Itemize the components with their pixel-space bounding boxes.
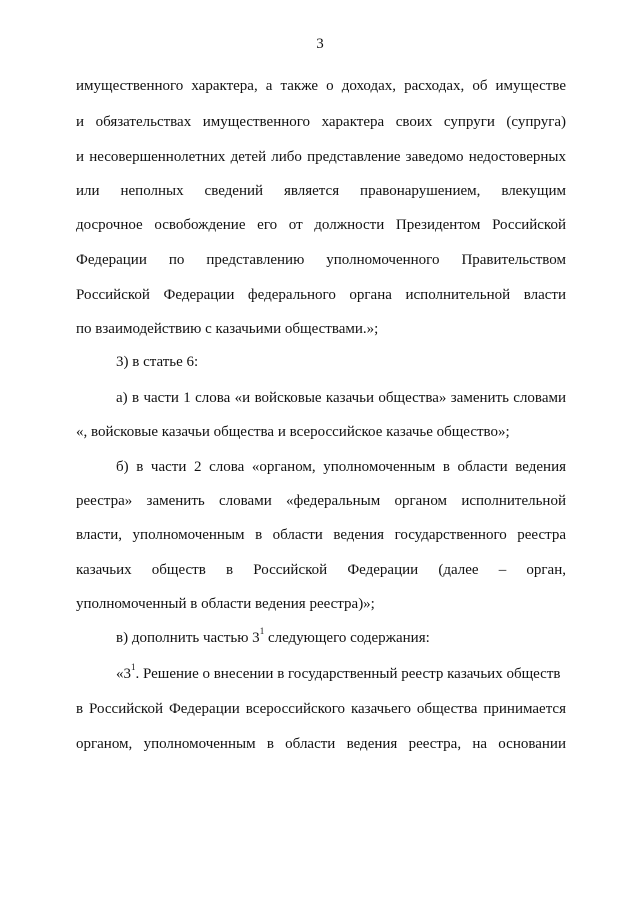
text-fragment: следующего содержания: (267, 630, 430, 646)
text-line: 3) в статье 6: (116, 354, 199, 370)
text-fragment: «3 (116, 666, 131, 682)
text-line: или неполных сведений является правонарушением, влекущим (76, 183, 566, 199)
text-line (116, 664, 566, 684)
text-line: органом, уполномоченным в области ведения реестра, на основании (76, 736, 566, 752)
text-line: Федерации по представлению уполномоченного Правительством (76, 252, 566, 268)
text-line: Российской Федерации федерального органа исполнительной власти (76, 287, 566, 303)
text-line (116, 628, 566, 648)
text-line: и обязательствах имущественного характера своих супруги (супруга) (76, 114, 566, 130)
text-line: имущественного характера, а также о доходах, расходах, об имуществе (76, 78, 566, 94)
text-line: и несовершеннолетних детей либо представление заведомо недостоверных (76, 149, 566, 165)
text-line: «, войсковые казачьи общества и всероссийское казачье общество»; (76, 424, 510, 440)
text-line: а) в части 1 слова «и войсковые казачьи общества» заменить словами (116, 390, 566, 406)
text-line: власти, уполномоченным в области ведения государственного реестра (76, 527, 566, 543)
text-fragment: в) дополнить частью 3 (116, 630, 260, 646)
text-fragment: . Решение о внесении в государственный реестр казачьих обществ (135, 666, 561, 682)
text-line: уполномоченный в области ведения реестра)»; (76, 596, 375, 612)
text-line: досрочное освобождение его от должности Президентом Российской (76, 217, 566, 233)
page-number: 3 (316, 36, 324, 52)
text-line: казачьих обществ в Российской Федерации (далее – орган, (76, 562, 566, 578)
text-line: реестра» заменить словами «федеральным органом исполнительной (76, 493, 566, 509)
superscript: 1 (259, 626, 265, 636)
text-line: б) в части 2 слова «органом, уполномоченным в области ведения (116, 459, 566, 475)
text-line: по взаимодействию с казачьими обществами.»; (76, 321, 379, 337)
superscript: 1 (131, 662, 136, 672)
text-line: в Российской Федерации всероссийского казачьего общества принимается (76, 701, 566, 717)
